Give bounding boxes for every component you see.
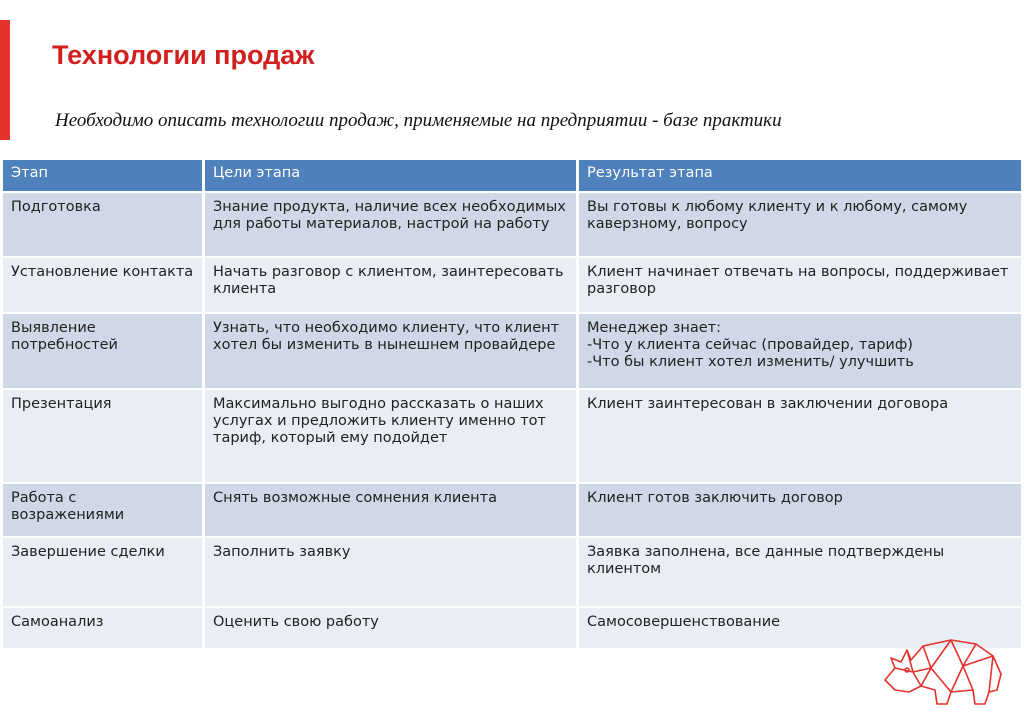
cell-result: Вы готовы к любому клиенту и к любому, самому каверзному, вопросу [578, 192, 1023, 257]
cell-result: Клиент заинтересован в заключении договора [578, 389, 1023, 483]
cell-stage: Работа с возражениями [2, 483, 204, 537]
header-goals: Цели этапа [204, 160, 578, 192]
cell-result: Заявка заполнена, все данные подтверждены клиентом [578, 537, 1023, 607]
header-result: Результат этапа [578, 160, 1023, 192]
cell-goals: Заполнить заявку [204, 537, 578, 607]
table-row [2, 607, 1023, 649]
slide-title: Технологии продаж [52, 40, 315, 70]
cell-goals: Узнать, что необходимо клиенту, что клиент хотел бы изменить в нынешнем провайдере [204, 313, 578, 389]
cell-goals: Знание продукта, наличие всех необходимых для работы материалов, настрой на работу [204, 192, 578, 257]
cell-goals: Оценить свою работу [204, 607, 578, 649]
cell-result: Клиент начинает отвечать на вопросы, поддерживает разговор [578, 257, 1023, 313]
table-row [2, 192, 1023, 257]
cell-result: Клиент готов заключить договор [578, 483, 1023, 537]
table-row [2, 313, 1023, 389]
cell-stage: Установление контакта [2, 257, 204, 313]
cell-stage: Подготовка [2, 192, 204, 257]
cell-stage: Завершение сделки [2, 537, 204, 607]
table-row [2, 257, 1023, 313]
table-row [2, 389, 1023, 483]
cell-result: Менеджер знает: -Что у клиента сейчас (провайдер, тариф) -Что бы клиент хотел изменить/ улучшить [578, 313, 1023, 389]
cell-result: Самосовершенствование [578, 607, 1023, 649]
cell-stage: Самоанализ [2, 607, 204, 649]
slide-subtitle: Необходимо описать технологии продаж, применяемые на предприятии - базе практики [55, 110, 782, 131]
cell-goals: Снять возможные сомнения клиента [204, 483, 578, 537]
accent-bar [0, 20, 10, 140]
table-header-row [2, 160, 1023, 192]
table-row [2, 483, 1023, 537]
cell-goals: Максимально выгодно рассказать о наших услугах и предложить клиенту именно тот тариф, который ему подойдет [204, 389, 578, 483]
sales-stages-table [0, 160, 1024, 650]
cell-stage: Выявление потребностей [2, 313, 204, 389]
cell-stage: Презентация [2, 389, 204, 483]
header-stage: Этап [2, 160, 204, 192]
table-row [2, 537, 1023, 607]
rhino-logo-icon [881, 628, 1006, 708]
cell-goals: Начать разговор с клиентом, заинтересовать клиента [204, 257, 578, 313]
